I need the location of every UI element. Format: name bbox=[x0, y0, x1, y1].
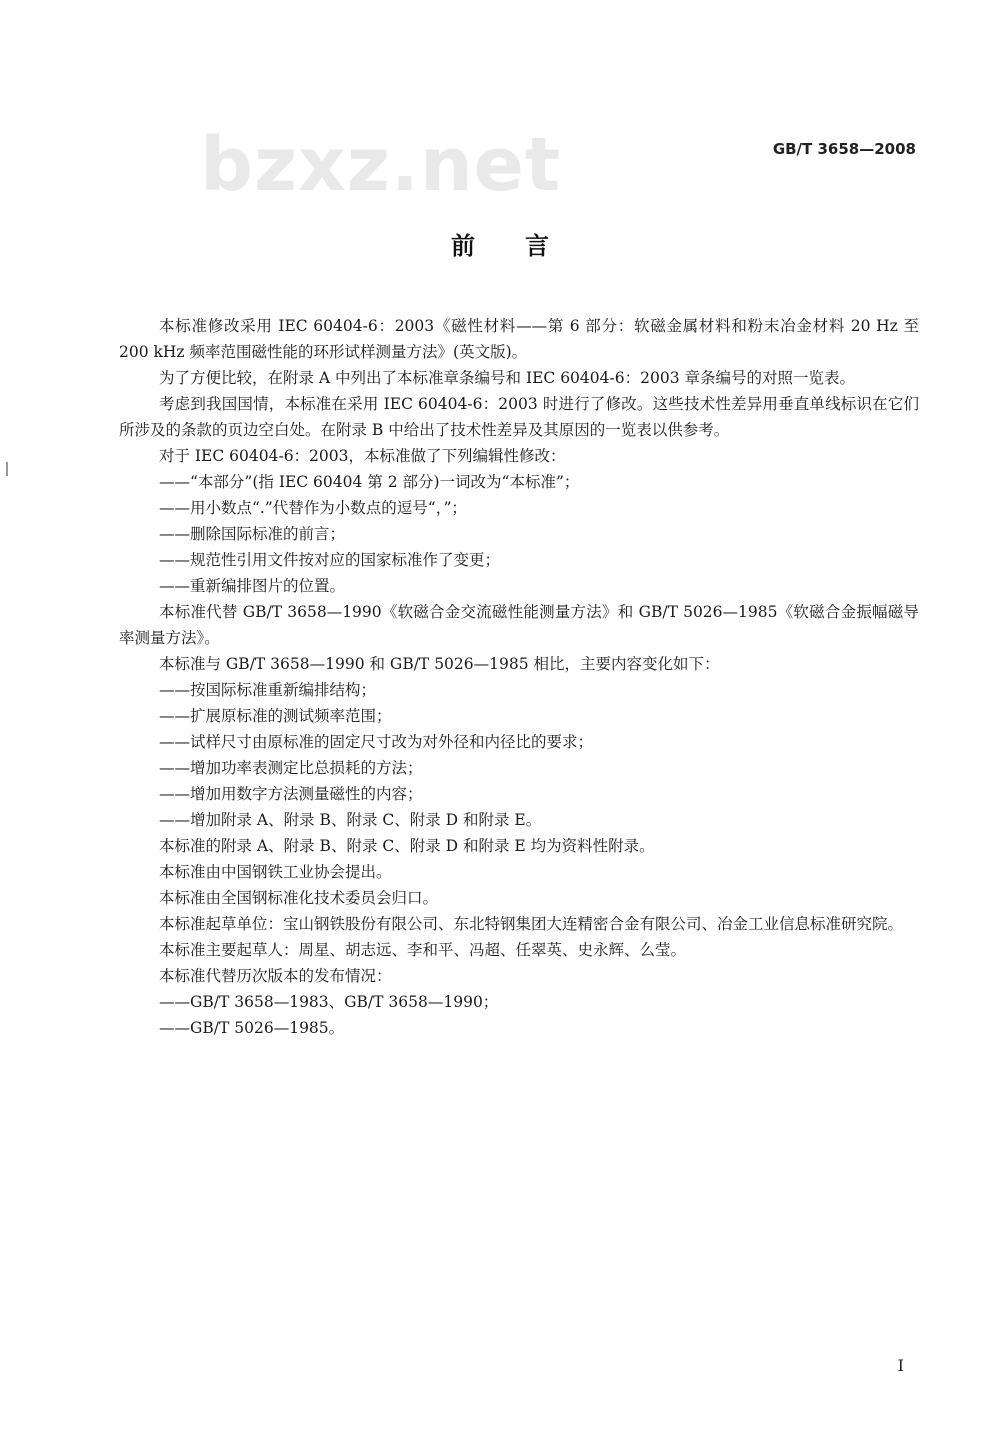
list-item: ——用小数点“.”代替作为小数点的逗号“，”； bbox=[159, 499, 467, 517]
paragraph: 本标准由全国钢标准化技术委员会归口。 bbox=[159, 889, 439, 907]
list-item: ——试样尺寸由原标准的固定尺寸改为对外径和内径比的要求； bbox=[159, 733, 594, 751]
list-item: ——规范性引用文件按对应的国家标准作了变更； bbox=[159, 551, 501, 569]
page-title: 前言 bbox=[451, 232, 599, 260]
margin-change-bar bbox=[6, 462, 8, 476]
standard-code: GB/T 3658—2008 bbox=[772, 140, 916, 158]
document-body bbox=[119, 313, 919, 1041]
paragraph: 本标准与 GB/T 3658—1990 和 GB/T 5026—1985 相比，主要内容变化如下： bbox=[159, 655, 720, 673]
list-item: ——增加用数字方法测量磁性的内容； bbox=[159, 785, 423, 803]
list-item: ——重新编排图片的位置。 bbox=[159, 577, 346, 595]
paragraph: 本标准代替 GB/T 3658—1990《软磁合金交流磁性能测量方法》和 GB/T 5026—1985《软磁合金振幅磁导率测量方法》。 bbox=[119, 603, 919, 647]
list-item: ——扩展原标准的测试频率范围； bbox=[159, 707, 392, 725]
page-number: I bbox=[897, 1356, 904, 1375]
list-item: ——增加功率表测定比总损耗的方法； bbox=[159, 759, 423, 777]
paragraph: 本标准修改采用 IEC 60404-6：2003《磁性材料——第 6 部分：软磁金属材料和粉末冶金材料 20 Hz 至 200 kHz 频率范围磁性能的环形试样测量方法》(英文版)。 bbox=[119, 317, 919, 361]
list-item: ——增加附录 A、附录 B、附录 C、附录 D 和附录 E。 bbox=[159, 811, 542, 829]
paragraph: 本标准代替历次版本的发布情况： bbox=[159, 967, 392, 985]
paragraph: 本标准由中国钢铁工业协会提出。 bbox=[159, 863, 392, 881]
list-item: ——GB/T 3658—1983、GB/T 3658—1990； bbox=[159, 993, 499, 1011]
paragraph: 本标准起草单位：宝山钢铁股份有限公司、东北特钢集团大连精密合金有限公司、冶金工业信息标准研究院。 bbox=[159, 915, 904, 933]
list-item: ——删除国际标准的前言； bbox=[159, 525, 346, 543]
paragraph: 本标准主要起草人：周星、胡志远、李和平、冯超、任翠英、史永辉、么莹。 bbox=[159, 941, 687, 959]
list-item: ——按国际标准重新编排结构； bbox=[159, 681, 377, 699]
paragraph: 本标准的附录 A、附录 B、附录 C、附录 D 和附录 E 均为资料性附录。 bbox=[159, 837, 655, 855]
list-item: ——“本部分”(指 IEC 60404 第 2 部分)一词改为“本标准”； bbox=[159, 473, 580, 491]
watermark: bzxz.net bbox=[200, 122, 562, 208]
list-item: ——GB/T 5026—1985。 bbox=[159, 1019, 345, 1037]
paragraph: 对于 IEC 60404-6：2003，本标准做了下列编辑性修改： bbox=[159, 447, 566, 465]
paragraph: 为了方便比较，在附录 A 中列出了本标准章条编号和 IEC 60404-6：2003 章条编号的对照一览表。 bbox=[159, 369, 855, 387]
paragraph: 考虑到我国国情，本标准在采用 IEC 60404-6：2003 时进行了修改。这些技术性差异用垂直单线标识在它们所涉及的条款的页边空白处。在附录 B 中给出了技术性差异及其原因的一览表以供参考。 bbox=[119, 395, 919, 439]
